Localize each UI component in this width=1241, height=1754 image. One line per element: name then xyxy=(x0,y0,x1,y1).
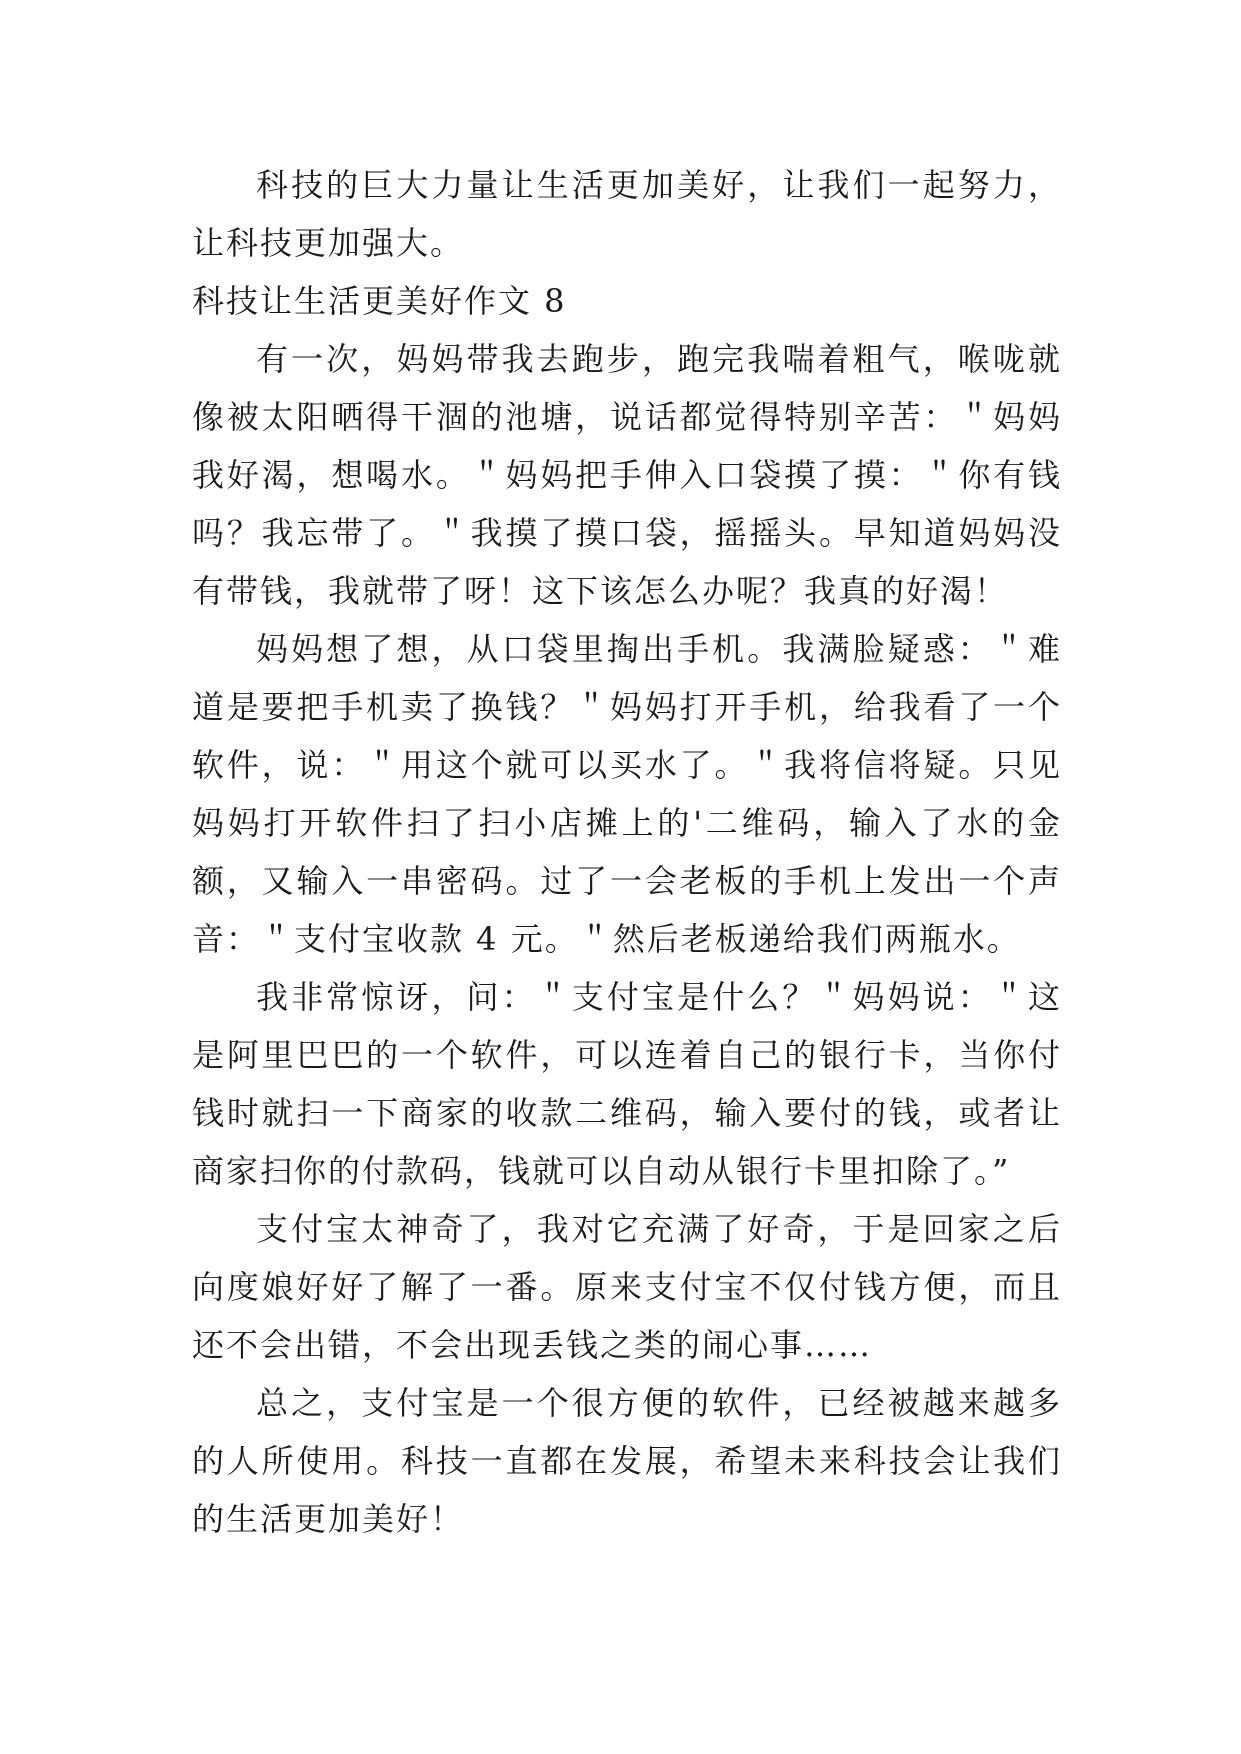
essay-heading: 科技让生活更美好作文 8 xyxy=(192,282,567,320)
paragraph-3: 我非常惊讶，问：＂支付宝是什么？＂妈妈说：＂这是阿里巴巴的一个软件，可以连着自己的银行卡，当你付钱时就扫一下商家的收款二维码，输入要付的钱，或者让商家扫你的付款码，钱就可以自动从银行卡里扣除了。” xyxy=(192,978,1062,1190)
paragraph-5: 总之，支付宝是一个很方便的软件，已经被越来越多的人所使用。科技一直都在发展，希望未来科技会让我们的生活更加美好！ xyxy=(192,1384,1062,1538)
paragraph-intro: 科技的巨大力量让生活更加美好，让我们一起努力，让科技更加强大。 xyxy=(192,166,1062,262)
document-body xyxy=(192,156,1062,1548)
paragraph-1: 有一次，妈妈带我去跑步，跑完我喘着粗气，喉咙就像被太阳晒得干涸的池塘，说话都觉得特别辛苦：＂妈妈我好渴，想喝水。＂妈妈把手伸入口袋摸了摸：＂你有钱吗？我忘带了。＂我摸了摸口袋，摇摇头。早知道妈妈没有带钱，我就带了呀！这下该怎么办呢？我真的好渴！ xyxy=(192,340,1062,610)
paragraph-2: 妈妈想了想，从口袋里掏出手机。我满脸疑惑：＂难道是要把手机卖了换钱？＂妈妈打开手机，给我看了一个软件，说：＂用这个就可以买水了。＂我将信将疑。只见妈妈打开软件扫了扫小店摊上的'二维码，输入了水的金额，又输入一串密码。过了一会老板的手机上发出一个声音：＂支付宝收款 4 元。＂然后老板递给我们两瓶水。 xyxy=(192,630,1062,958)
paragraph-4: 支付宝太神奇了，我对它充满了好奇，于是回家之后向度娘好好了解了一番。原来支付宝不仅付钱方便，而且还不会出错，不会出现丢钱之类的闹心事…… xyxy=(192,1210,1062,1364)
